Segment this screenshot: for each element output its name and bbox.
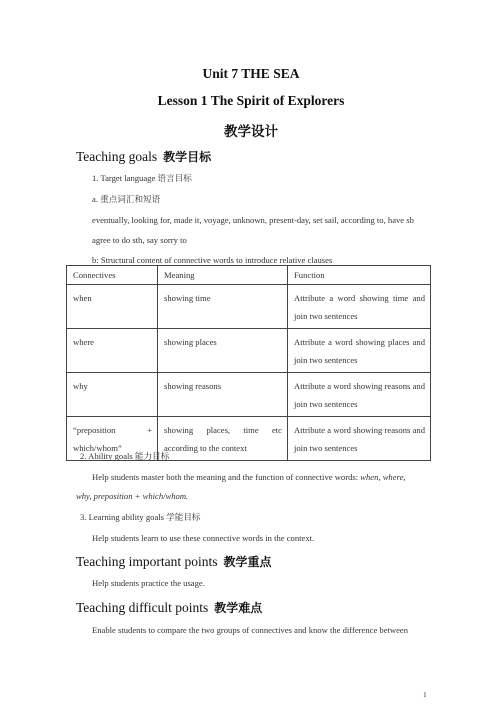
ability-connectives-2: why, preposition + which/whom. xyxy=(76,491,189,501)
cell-meaning: showing places, time etc according to the context xyxy=(158,417,288,461)
structural-label: b: Structural content of connective words to introduce relative clauses xyxy=(92,255,333,265)
teaching-goals-heading xyxy=(76,148,211,165)
cell-meaning: showing time xyxy=(158,285,288,329)
important-points-heading-en: Teaching important points xyxy=(76,554,218,569)
cell-function: Attribute a word showing places and join two sentences xyxy=(288,329,431,373)
ability-text-line-2 xyxy=(76,491,188,502)
cell-connective: why xyxy=(67,373,158,417)
ability-text-line-1 xyxy=(92,472,406,483)
cell-function: Attribute a word showing reasons and join two sentences xyxy=(288,373,431,417)
target-language-label: 1. Target language 语言目标 xyxy=(92,173,192,183)
teaching-goals-heading-en: Teaching goals xyxy=(76,149,158,164)
difficult-points-heading xyxy=(76,599,262,616)
lesson-title: Lesson 1 The Spirit of Explorers xyxy=(157,93,345,108)
vocab-line-2: agree to do sth, say sorry to xyxy=(92,235,187,245)
important-points-heading xyxy=(76,553,272,570)
table-row xyxy=(67,329,431,373)
important-points-heading-zh: 教学重点 xyxy=(223,555,272,569)
cell-connective: “preposition + which/whom” xyxy=(67,417,158,461)
vocab-line-1: eventually, looking for, made it, voyage, unknown, present-day, set sail, according to, have sb xyxy=(92,215,414,225)
table-row xyxy=(67,373,431,417)
difficult-points-text: Enable students to compare the two groups of connectives and know the difference between xyxy=(92,625,409,635)
unit-title: Unit 7 THE SEA xyxy=(202,66,300,81)
ability-goals-label: 2. Ability goals 能力目标 xyxy=(80,451,170,461)
connectives-table xyxy=(66,265,431,461)
important-points-text: Help students practice the usage. xyxy=(92,578,205,588)
cell-meaning: showing places xyxy=(158,329,288,373)
ability-connectives-1: when, where, xyxy=(358,472,406,482)
ability-text: Help students master both the meaning and the function of connective words: xyxy=(92,472,359,482)
design-title: 教学设计 xyxy=(224,124,278,140)
cell-meaning: showing reasons xyxy=(158,373,288,417)
learning-goals-label: 3. Learning ability goals 学能目标 xyxy=(80,512,201,522)
learning-text: Help students learn to use these connective words in the context. xyxy=(92,533,315,543)
difficult-points-heading-en: Teaching difficult points xyxy=(76,600,209,615)
teaching-goals-heading-zh: 教学目标 xyxy=(163,150,212,164)
header-meaning: Meaning xyxy=(158,266,288,285)
cell-function: Attribute a word showing time and join two sentences xyxy=(288,285,431,329)
page-number: 1 xyxy=(423,690,427,699)
header-connectives: Connectives xyxy=(67,266,158,285)
cell-connective: when xyxy=(67,285,158,329)
table-header-row xyxy=(67,266,431,285)
table-row xyxy=(67,285,431,329)
cell-function: Attribute a word showing reasons and join two sentences xyxy=(288,417,431,461)
cell-connective: where xyxy=(67,329,158,373)
difficult-points-heading-zh: 教学难点 xyxy=(214,601,263,615)
header-function: Function xyxy=(288,266,431,285)
vocab-label: a. 重点词汇和短语 xyxy=(92,194,161,204)
